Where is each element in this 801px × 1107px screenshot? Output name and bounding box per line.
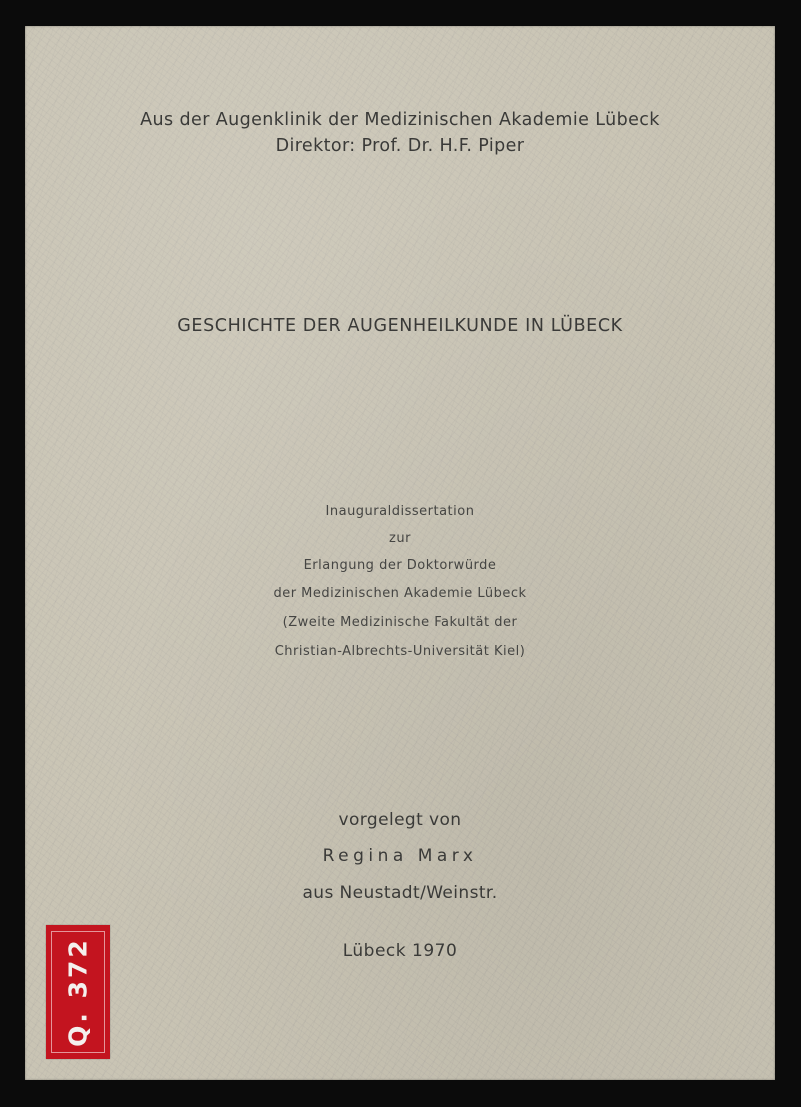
shelf-mark-text: Q. 372: [63, 937, 93, 1047]
dissertation-line-2: zur: [389, 531, 411, 546]
dissertation-line-6: Christian-Albrechts-Universität Kiel): [274, 644, 526, 659]
dissertation-line-3: Erlangung der Doktorwürde: [303, 558, 497, 573]
institution-line: Aus der Augenklinik der Medizinischen Akademie Lübeck: [140, 110, 660, 130]
place-and-date: Lübeck 1970: [342, 941, 458, 961]
author-name: Regina Marx: [322, 846, 478, 866]
dissertation-line-5: (Zweite Medizinische Fakultät der: [282, 615, 518, 630]
shelf-mark-label: [46, 925, 110, 1059]
dissertation-line-4: der Medizinischen Akademie Lübeck: [273, 586, 527, 601]
presented-by-line: vorgelegt von: [338, 810, 462, 830]
dissertation-line-1: Inauguraldissertation: [325, 504, 475, 519]
author-origin: aus Neustadt/Weinstr.: [302, 883, 498, 903]
dissertation-title: GESCHICHTE DER AUGENHEILKUNDE IN LÜBECK: [177, 316, 623, 336]
director-line: Direktor: Prof. Dr. H.F. Piper: [275, 136, 525, 156]
dissertation-cover: [25, 26, 775, 1080]
